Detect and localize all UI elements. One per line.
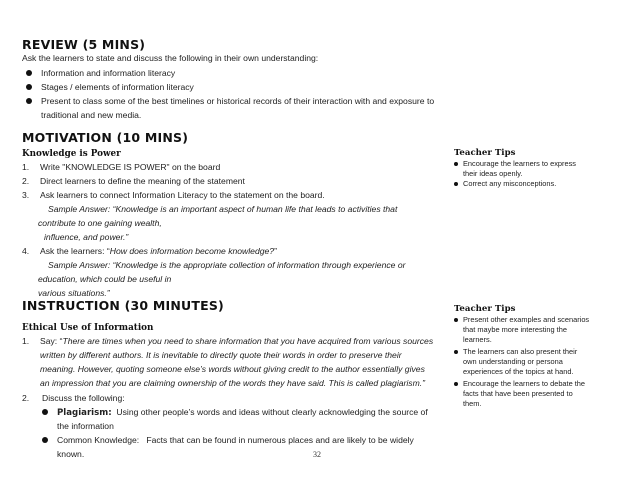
bullet-icon — [454, 182, 458, 186]
quote-line: meaning. However, quoting someone else’s words without giving credit to the author essentially gives — [40, 364, 425, 374]
teacher-tips-title: Teacher Tips — [454, 304, 516, 314]
sample-answer-line: Sample Answer: “Knowledge is the appropriate collection of information through experience or — [48, 260, 406, 270]
bullet-icon — [454, 382, 458, 386]
item-number: 2. — [22, 176, 30, 186]
sample-answer-line: contribute to one gaining wealth, — [38, 218, 162, 228]
tip-line: them. — [463, 399, 482, 408]
item-text: Direct learners to define the meaning of the statement — [40, 176, 245, 186]
definition-item — [42, 405, 428, 420]
sample-answer-line: various situations.” — [38, 288, 110, 298]
tip-item — [454, 379, 585, 409]
tip-line: Encourage the learners to express — [463, 159, 576, 168]
list-item-text: Present to class some of the best timelines or historical records of their interaction with and exposure to — [41, 96, 435, 106]
sample-answer-line: influence, and power.” — [44, 232, 129, 242]
quote-line: an impression that you are claiming ownership of the words they have said. This is called plagiarism.” — [40, 378, 425, 388]
definition-item — [42, 433, 414, 447]
bullet-icon — [26, 84, 32, 90]
item-number: 2. — [22, 393, 30, 403]
motivation-subheading: Knowledge is Power — [22, 149, 121, 159]
bullet-icon — [454, 162, 458, 166]
review-intro: Ask the learners to state and discuss the following in their own understanding: — [22, 53, 319, 63]
tip-line: that maybe more interesting the — [463, 325, 567, 334]
teacher-tips-title: Teacher Tips — [454, 148, 516, 158]
item-text: Say: “ — [40, 336, 63, 346]
item-number: 3. — [22, 190, 30, 200]
definition-text: Facts that can be found in numerous places and are likely to be widely — [139, 435, 414, 445]
motivation-heading: MOTIVATION (10 MINS) — [22, 130, 189, 145]
item-number: 1. — [22, 162, 30, 172]
list-item — [26, 80, 194, 94]
tip-line: Correct any misconceptions. — [463, 179, 557, 188]
tip-line: own understanding or persona — [463, 357, 563, 366]
tip-item — [454, 179, 556, 189]
item-text: Ask the learners: “ — [40, 246, 110, 256]
numbered-item-4 — [22, 244, 277, 258]
numbered-item-1 — [22, 334, 433, 348]
item-number: 4. — [22, 246, 30, 256]
quote-line: There are times when you need to share information that you have acquired from various sources — [62, 336, 434, 346]
tip-line: The learners can also present their — [463, 347, 578, 356]
item-text: Ask learners to connect Information Literacy to the statement on the board. — [40, 190, 325, 200]
bullet-icon — [26, 70, 32, 76]
definition-term: Common Knowledge: — [57, 435, 140, 445]
sample-answer-line: education, which could be useful in — [38, 274, 172, 284]
tip-item — [454, 315, 589, 345]
definition-continuation: known. — [57, 449, 85, 459]
item-text: Write "KNOWLEDGE IS POWER" on the board — [40, 162, 221, 172]
item-question: How does information become knowledge? — [109, 246, 275, 256]
list-item — [26, 66, 175, 80]
definition-text: Using other people’s words and ideas without clearly acknowledging the source of — [111, 407, 428, 417]
tip-item — [454, 159, 576, 179]
numbered-item-3 — [22, 188, 325, 202]
tip-line: Encourage the learners to debate the — [463, 379, 586, 388]
list-item-continuation: traditional and new media. — [41, 110, 142, 120]
tip-line: experiences of the topics at hand. — [463, 367, 574, 376]
item-text-end: ” — [274, 246, 277, 256]
bullet-icon — [26, 98, 32, 104]
numbered-item-2 — [22, 174, 245, 188]
item-text: Discuss the following: — [42, 393, 125, 403]
bullet-icon — [454, 318, 458, 322]
tip-line: facts that have been presented to — [463, 389, 573, 398]
item-number: 1. — [22, 336, 30, 346]
bullet-icon — [42, 409, 48, 415]
numbered-item-2 — [22, 391, 125, 405]
bullet-icon — [42, 437, 48, 443]
tip-line: learners. — [463, 335, 492, 344]
bullet-icon — [454, 350, 458, 354]
quote-line: written by different authors. It is inevitable to directly quote their words in order to preserve their — [40, 350, 402, 360]
definition-term: Plagiarism: — [57, 408, 112, 418]
tip-item — [454, 347, 577, 377]
definition-continuation: the information — [57, 421, 114, 431]
instruction-subheading: Ethical Use of Information — [22, 323, 154, 333]
tip-line: Present other examples and scenarios — [463, 315, 590, 324]
list-item-text: Stages / elements of information literacy — [41, 82, 194, 92]
instruction-heading: INSTRUCTION (30 MINUTES) — [22, 298, 224, 313]
review-heading: REVIEW (5 MINS) — [22, 37, 146, 52]
tip-line: their ideas openly. — [463, 169, 523, 178]
numbered-item-1 — [22, 160, 220, 174]
list-item — [26, 94, 434, 108]
page-number: 32 — [313, 450, 321, 459]
sample-answer-line: Sample Answer: “Knowledge is an important aspect of human life that leads to activities that — [48, 204, 398, 214]
list-item-text: Information and information literacy — [41, 68, 176, 78]
